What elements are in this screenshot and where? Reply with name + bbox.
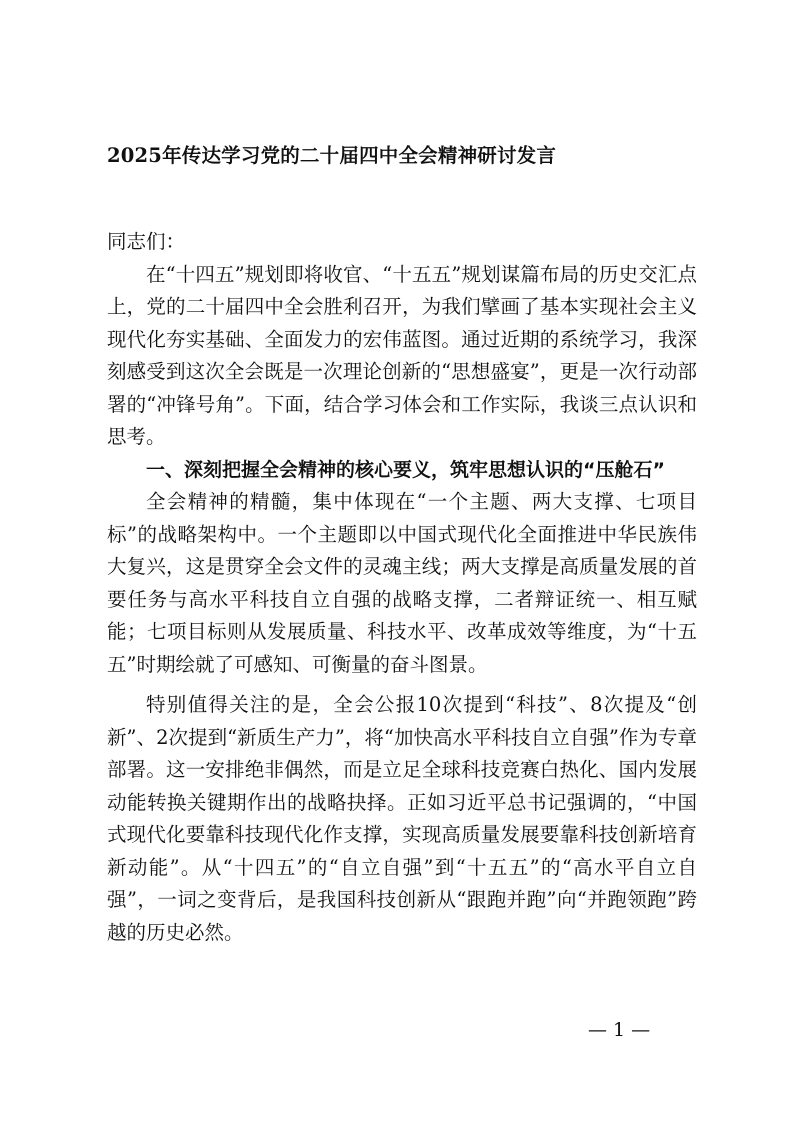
- page-number: — 1 —: [588, 1019, 651, 1041]
- intro-paragraph: 在“十四五”规划即将收官、“十五五”规划谋篇布局的历史交汇点上，党的二十届四中全会胜利召开，为我们擘画了基本实现社会主义现代化夯实基础、全面发力的宏伟蓝图。通过近期的系统学习，我深刻感受到这次全会既是一次理论创新的“思想盛宴”，更是一次行动部署的“冲锋号角”。下面，结合学习体会和工作实际，我谈三点认识和思考。: [107, 262, 697, 448]
- section-paragraph-2: 特别值得关注的是，全会公报10次提到“科技”、8次提及“创新”、2次提到“新质生产力”，将“加快高水平科技自立自强”作为专章部署。这一安排绝非偶然，而是立足全球科技竞赛白热化、国内发展动能转换关键期作出的战略抉择。正如习近平总书记强调的，“中国式现代化要靠科技现代化作支撑，实现高质量发展要靠科技创新培育新动能”。从“十四五”的“自立自强”到“十五五”的“高水平自立自强”，一词之变背后，是我国科技创新从“跟跑并跑”向“并跑领跑”跨越的历史必然。: [107, 693, 697, 944]
- section-heading: 一、深刻把握全会精神的核心要义，筑牢思想认识的“压舱石”: [146, 458, 665, 481]
- salutation: 同志们：: [107, 230, 186, 253]
- paragraph-spacer: [107, 681, 697, 689]
- document-title: 2025年传达学习党的二十届四中全会精神研讨发言: [107, 144, 557, 167]
- section-paragraph-1: 全会精神的精髓，集中体现在“一个主题、两大支撑、七项目标”的战略架构中。一个主题即以中国式现代化全面推进中华民族伟大复兴，这是贯穿全会文件的灵魂主线；两大支撑是高质量发展的首要任务与高水平科技自立自强的战略支撑，二者辩证统一、相互赋能；七项目标则从发展质量、科技水平、改革成效等维度，为“十五五”时期绘就了可感知、可衡量的奋斗图景。: [107, 490, 697, 676]
- document-body: [107, 226, 697, 949]
